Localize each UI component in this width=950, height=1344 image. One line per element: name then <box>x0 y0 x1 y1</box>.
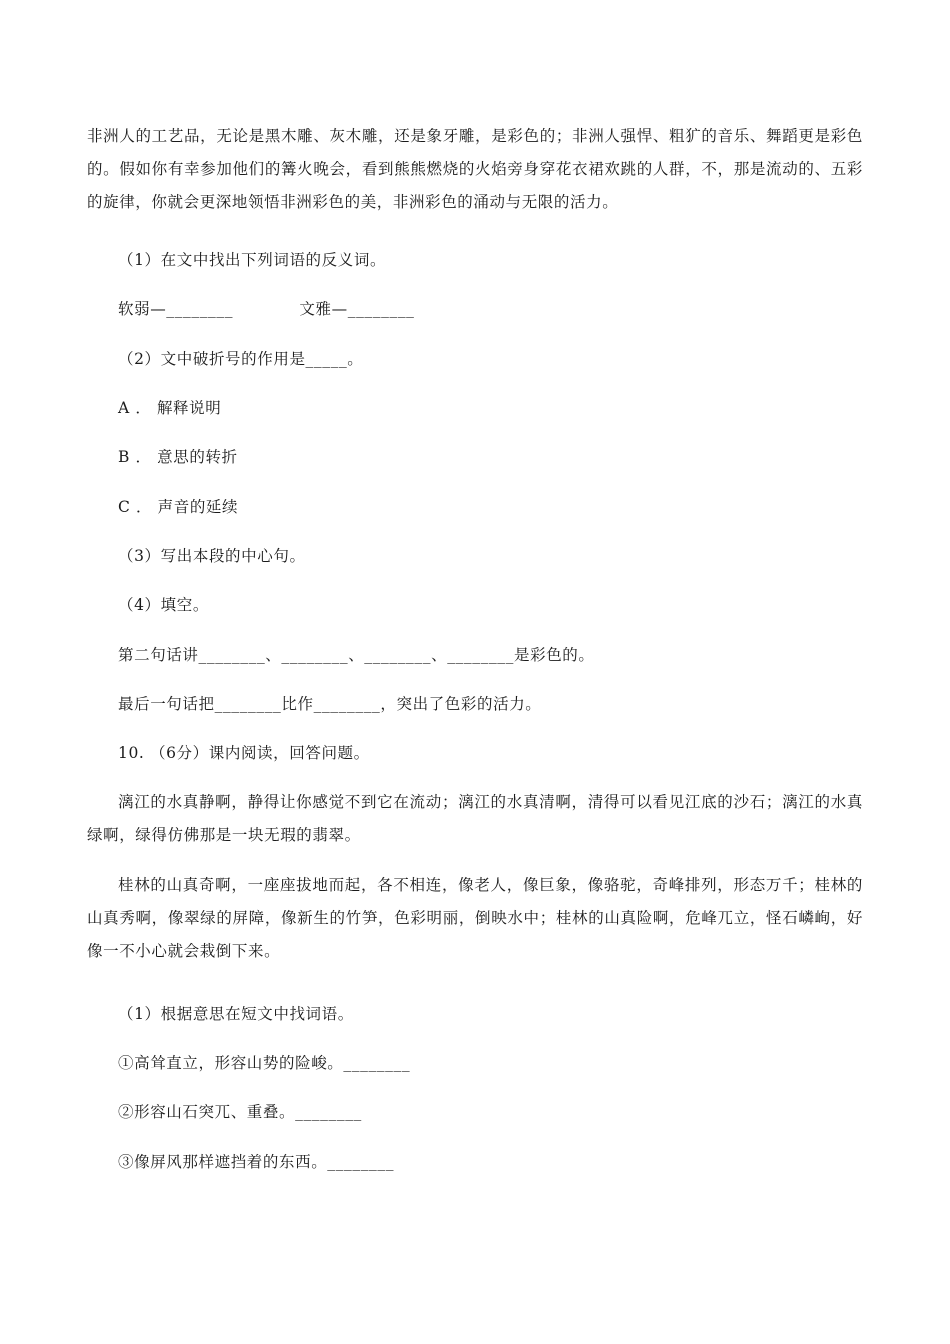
q9-sub4-prompt: （4）填空。 <box>118 596 209 614</box>
q9-sub4-line1: 第二句话讲________、________、________、________是彩色的。 <box>118 646 595 664</box>
q9-sub2-prompt: （2）文中破折号的作用是_____。 <box>118 350 364 368</box>
passage-guilin: 桂林的山真奇啊，一座座拔地而起，各不相连，像老人，像巨象，像骆驼，奇峰排列，形态万千；桂林的山真秀啊，像翠绿的屏障，像新生的竹笋，色彩明丽，倒映水中；桂林的山真险啊，危峰兀立，怪石嶙峋，好像一不小心就会栽倒下来。 <box>87 876 863 960</box>
q9-option-c: C ． 声音的延续 <box>118 498 239 516</box>
q9-sub3-prompt: （3）写出本段的中心句。 <box>118 547 306 565</box>
q9-sub1-prompt: （1）在文中找出下列词语的反义词。 <box>118 251 387 269</box>
passage-africa: 非洲人的工艺品，无论是黑木雕、灰木雕，还是象牙雕，是彩色的；非洲人强悍、粗犷的音乐、舞蹈更是彩色的。假如你有幸参加他们的篝火晚会，看到熊熊燃烧的火焰旁身穿花衣裙欢跳的人群，不，那是流动的、五彩的旋律，你就会更深地领悟非洲彩色的美，非洲彩色的涌动与无限的活力。 <box>87 127 863 211</box>
q9-sub1-blanks: 软弱—________ 文雅—________ <box>118 300 415 318</box>
q9-option-a: A ． 解释说明 <box>118 399 222 417</box>
q9-option-b: B ． 意思的转折 <box>118 448 238 466</box>
q10-item-1: ①高耸直立，形容山势的险峻。________ <box>118 1054 411 1072</box>
q10-heading: 10. （6分）课内阅读，回答问题。 <box>118 744 370 762</box>
q10-item-2: ②形容山石突兀、重叠。________ <box>118 1103 362 1121</box>
passage-lijiang: 漓江的水真静啊，静得让你感觉不到它在流动；漓江的水真清啊，清得可以看见江底的沙石；漓江的水真绿啊，绿得仿佛那是一块无瑕的翡翠。 <box>87 793 863 844</box>
q9-sub4-line2: 最后一句话把________比作________，突出了色彩的活力。 <box>118 695 542 713</box>
q10-item-3: ③像屏风那样遮挡着的东西。________ <box>118 1153 395 1171</box>
q10-sub1-prompt: （1）根据意思在短文中找词语。 <box>118 1005 354 1023</box>
